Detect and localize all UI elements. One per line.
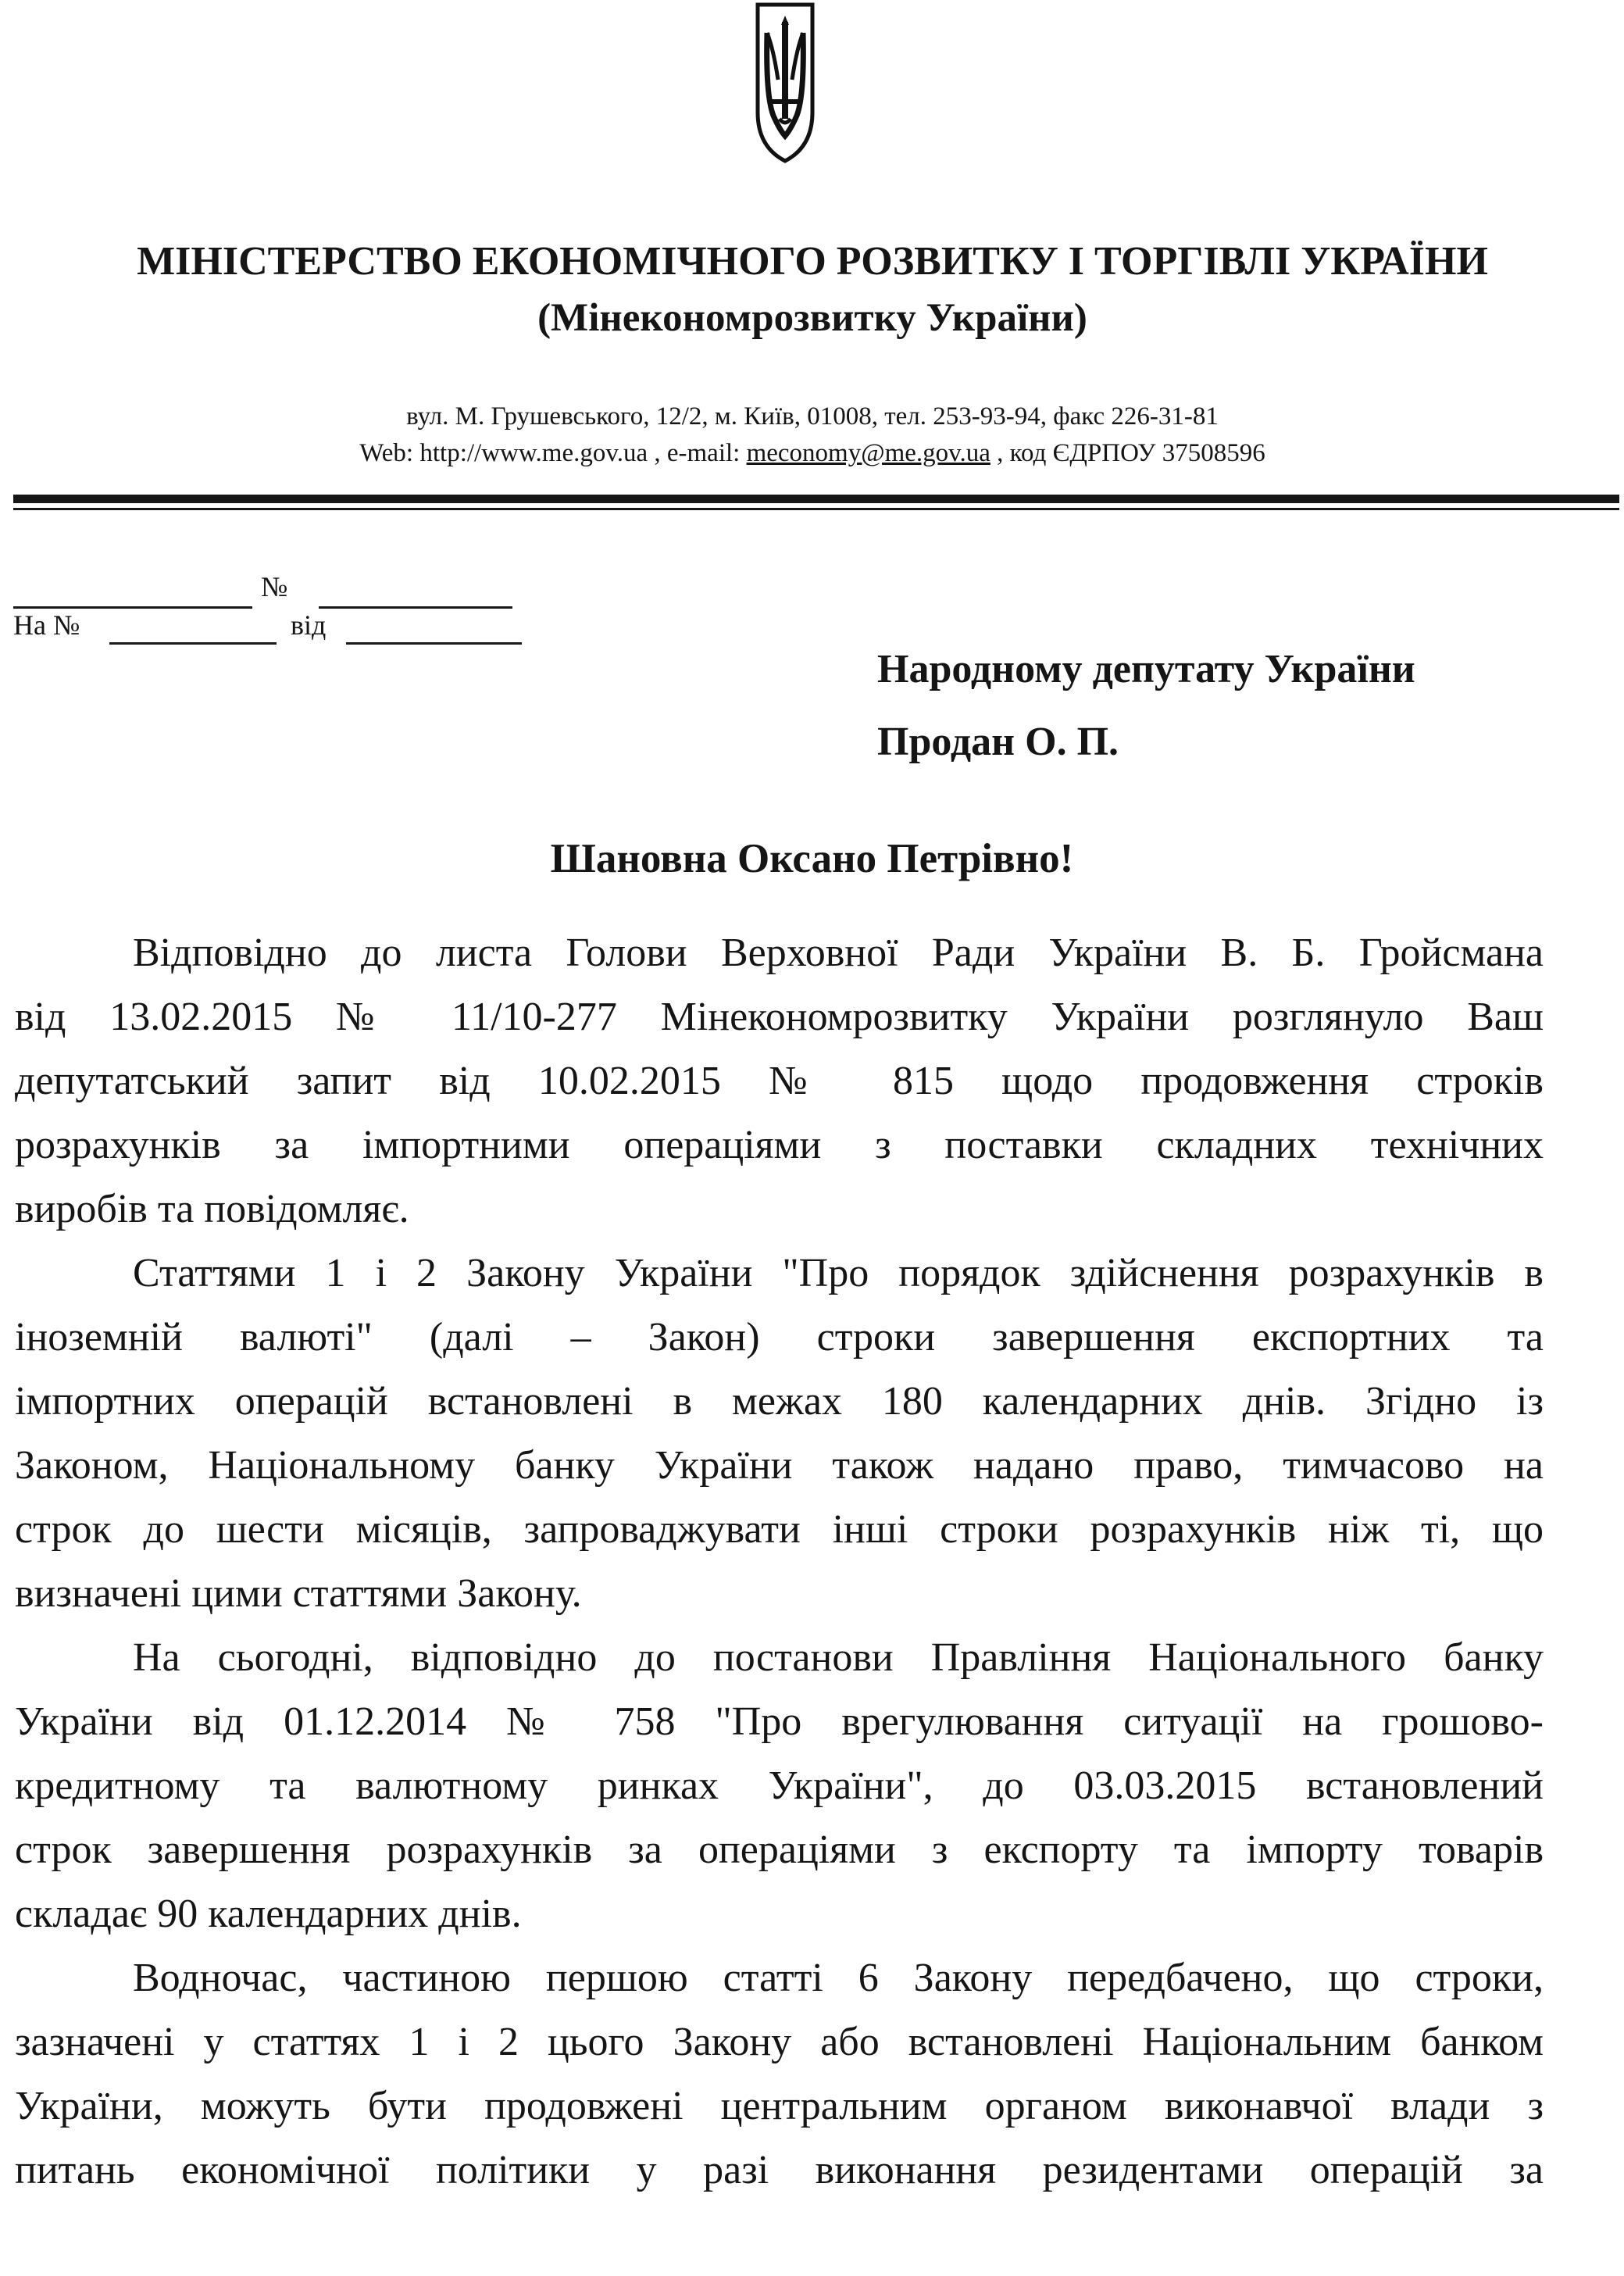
body-line: визначені цими статтями Закону. xyxy=(15,1571,582,1616)
outgoing-number-blank xyxy=(319,606,512,609)
addressee-name: Продан О. П. xyxy=(877,720,1119,764)
body-line: України від 01.12.2014 № 758 "Про врегулювання ситуації на грошово- xyxy=(15,1699,1544,1744)
salutation: Шановна Оксано Петрівно! xyxy=(550,836,1074,881)
reference-number-blank xyxy=(109,642,277,645)
body-line: кредитному та валютному ринках України", до 03.03.2015 встановлений xyxy=(15,1763,1544,1808)
ministry-short-name: (Мінекономрозвитку України) xyxy=(537,296,1087,340)
body-line: строк завершення розрахунків за операціями з експорту та імпорту товарів xyxy=(15,1828,1544,1872)
body-line: України, можуть бути продовжені центральним органом виконавчої влади з xyxy=(15,2084,1544,2128)
body-line: На сьогодні, відповідно до постанови Правління Національного банку xyxy=(133,1635,1544,1680)
body-line: питань економічної політики у разі виконання резидентами операцій за xyxy=(15,2148,1544,2192)
letterhead-divider-thick xyxy=(13,495,1619,503)
body-line: розрахунків за імпортними операціями з поставки складних технічних xyxy=(15,1123,1544,1167)
body-line: Водночас, частиною першою статті 6 Закону передбачено, що строки, xyxy=(133,1956,1544,2000)
reference-date-label: від xyxy=(291,609,327,641)
letterhead-divider-thin xyxy=(13,508,1619,510)
body-line: Законом, Національному банку України також надано право, тимчасово на xyxy=(15,1443,1544,1488)
outgoing-number-label: № xyxy=(261,571,288,602)
body-line: від 13.02.2015 № 11/10-277 Мінекономрозвитку України розглянуло Ваш xyxy=(15,995,1544,1039)
ministry-address: вул. М. Грушевського, 12/2, м. Київ, 01008, тел. 253-93-94, факс 226-31-81 xyxy=(406,402,1219,431)
trident-coat-of-arms-icon xyxy=(750,2,820,164)
body-line: зазначені у статтях 1 і 2 цього Закону або встановлені Національним банком xyxy=(15,2020,1544,2064)
body-line: імпортних операцій встановлені в межах 180 календарних днів. Згідно із xyxy=(15,1379,1544,1424)
web-suffix: , код ЄДРПОУ 37508596 xyxy=(990,439,1265,467)
body-line: Відповідно до листа Голови Верховної Ради України В. Б. Гройсмана xyxy=(133,931,1544,975)
web-prefix: Web: http://www.me.gov.ua , e-mail: xyxy=(359,439,747,467)
body-line: Статтями 1 і 2 Закону України "Про порядок здійснення розрахунків в xyxy=(133,1251,1544,1295)
reference-date-blank xyxy=(346,642,522,645)
addressee-title: Народному депутату України xyxy=(877,647,1415,691)
reference-number-label: На № xyxy=(13,609,80,641)
body-line: складає 90 календарних днів. xyxy=(15,1892,522,1936)
body-line: іноземній валюті" (далі – Закон) строки завершення експортних та xyxy=(15,1315,1544,1360)
body-line: депутатський запит від 10.02.2015 № 815 щодо продовження строків xyxy=(15,1059,1544,1103)
body-line: строк до шести місяців, запроваджувати інші строки розрахунків ніж ті, що xyxy=(15,1507,1544,1552)
ministry-name: МІНІСТЕРСТВО ЕКОНОМІЧНОГО РОЗВИТКУ І ТОРГІВЛІ УКРАЇНИ xyxy=(137,239,1488,284)
email-link[interactable]: meconomy@me.gov.ua xyxy=(746,439,990,467)
ministry-web-contacts xyxy=(78,439,1547,468)
body-line: виробів та повідомляє. xyxy=(15,1187,409,1231)
